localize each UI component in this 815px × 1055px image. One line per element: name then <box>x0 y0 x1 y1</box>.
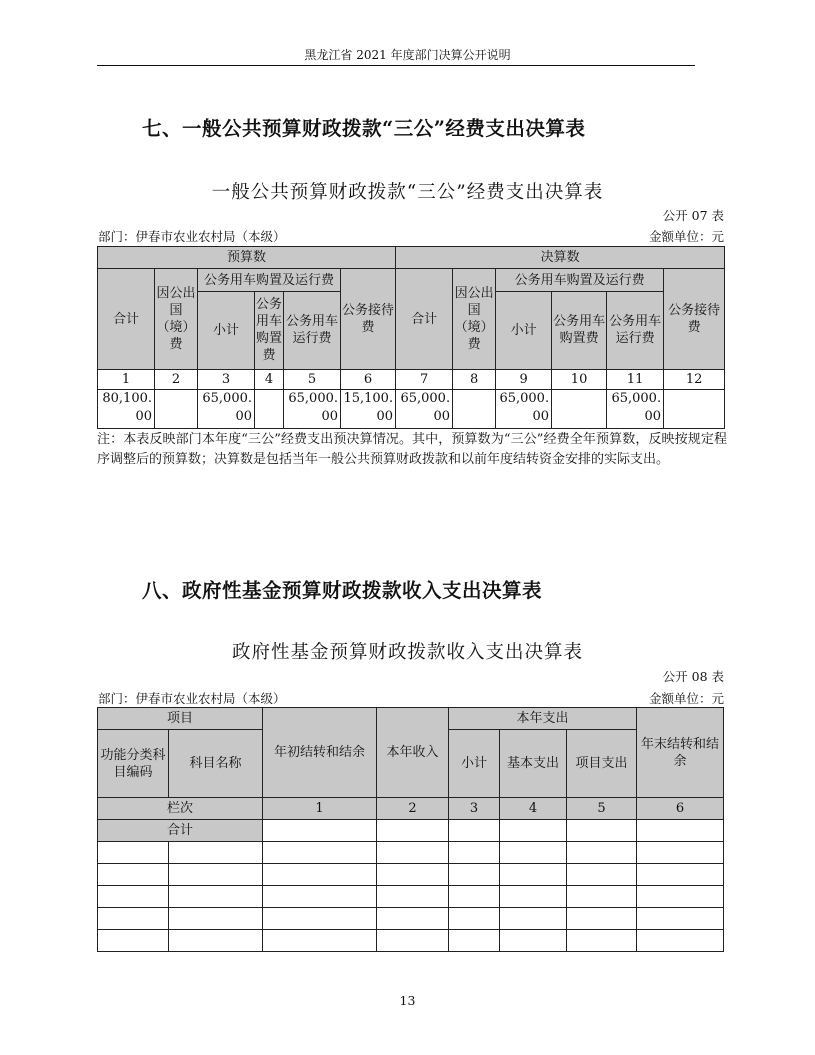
table-title-07: 一般公共预算财政拨款“三公”经费支出决算表 <box>211 182 604 203</box>
col-subject-name: 科目名称 <box>169 730 263 798</box>
value-cell: 80,100.00 <box>98 390 155 429</box>
col-reception-final: 公务接待费 <box>664 269 725 370</box>
value-cell: 65,000.00 <box>396 390 453 429</box>
table-row <box>98 908 724 930</box>
value-cell: 65,000.00 <box>284 390 341 429</box>
table-note-07: 注：本表反映部门本年度“三公”经费支出预决算情况。其中，预算数为“三公”经费全年预算数，反映按规定程序调整后的预算数；决算数是包括当年一般公共预算财政拨款和以前年度结转资金安排的实际支出。 <box>97 432 727 467</box>
col-total-final: 合计 <box>396 269 453 370</box>
value-cell: 65,000.00 <box>607 390 664 429</box>
department-label-08: 部门：伊春市农业农村局（本级） <box>98 691 286 706</box>
empty-cell <box>637 820 724 842</box>
value-cell: 15,100.00 <box>341 390 396 429</box>
table-number-07: 公开 07 表 <box>662 208 724 223</box>
column-number: 12 <box>664 370 725 390</box>
column-number: 11 <box>607 370 664 390</box>
column-number: 6 <box>637 798 724 820</box>
column-number: 9 <box>496 370 552 390</box>
section-heading-8: 八、政府性基金预算财政拨款收入支出决算表 <box>142 579 543 602</box>
row-total-label: 合计 <box>98 820 263 842</box>
department-label-07: 部门：伊春市农业农村局（本级） <box>98 229 286 244</box>
col-income: 本年收入 <box>377 708 449 798</box>
section-heading-7: 七、一般公共预算财政拨款“三公”经费支出决算表 <box>142 117 586 140</box>
column-number: 2 <box>377 798 449 820</box>
value-cell: 65,000.00 <box>198 390 255 429</box>
col-vehicle-group-budget: 公务用车购置及运行费 <box>198 269 341 291</box>
col-abroad-final: 因公出国（境）费 <box>453 269 496 370</box>
column-number: 4 <box>500 798 567 820</box>
col-subtotal-final: 小计 <box>496 291 552 369</box>
col-vehicle-run-final: 公务用车运行费 <box>607 291 664 369</box>
col-subtotal-budget: 小计 <box>198 291 255 369</box>
col-closing-balance: 年末结转和结余 <box>637 708 724 798</box>
column-number: 4 <box>255 370 284 390</box>
col-project-expense: 项目支出 <box>567 730 637 798</box>
value-cell: 65,000.00 <box>496 390 552 429</box>
col-expense-group: 本年支出 <box>449 708 637 730</box>
table-row <box>98 864 724 886</box>
empty-cell <box>449 820 500 842</box>
column-number: 5 <box>567 798 637 820</box>
group-header-final: 决算数 <box>396 247 725 269</box>
table-number-08: 公开 08 表 <box>662 669 724 684</box>
column-number: 5 <box>284 370 341 390</box>
group-header-budget: 预算数 <box>98 247 396 269</box>
table-row <box>98 930 724 952</box>
value-cell <box>552 390 607 429</box>
value-cell <box>155 390 198 429</box>
value-cell <box>453 390 496 429</box>
value-cell <box>664 390 725 429</box>
page-number: 13 <box>399 993 416 1008</box>
empty-cell <box>567 820 637 842</box>
col-item: 项目 <box>98 708 263 730</box>
government-fund-table <box>97 707 724 952</box>
col-reception-budget: 公务接待费 <box>341 269 396 370</box>
table-row <box>98 842 724 864</box>
column-number: 3 <box>449 798 500 820</box>
unit-label-08: 金额单位：元 <box>648 691 724 706</box>
table-row <box>98 886 724 908</box>
unit-label-07: 金额单位：元 <box>648 229 724 244</box>
empty-cell <box>500 820 567 842</box>
col-subtotal: 小计 <box>449 730 500 798</box>
running-header: 黑龙江省 2021 年度部门决算公开说明 <box>304 48 511 62</box>
col-opening-balance: 年初结转和结余 <box>263 708 377 798</box>
three-public-expense-table <box>97 246 725 429</box>
value-cell <box>255 390 284 429</box>
col-basic-expense: 基本支出 <box>500 730 567 798</box>
table-title-08: 政府性基金预算财政拨款收入支出决算表 <box>231 642 583 663</box>
col-abroad-budget: 因公出国（境）费 <box>155 269 198 370</box>
col-vehicle-group-final: 公务用车购置及运行费 <box>496 269 664 291</box>
column-number: 6 <box>341 370 396 390</box>
col-total-budget: 合计 <box>98 269 155 370</box>
column-number: 1 <box>98 370 155 390</box>
col-function-code: 功能分类科目编码 <box>98 730 169 798</box>
empty-cell <box>377 820 449 842</box>
column-number: 3 <box>198 370 255 390</box>
column-number: 7 <box>396 370 453 390</box>
column-number: 2 <box>155 370 198 390</box>
col-vehicle-run-budget: 公务用车运行费 <box>284 291 341 369</box>
column-number: 8 <box>453 370 496 390</box>
empty-cell <box>263 820 377 842</box>
row-column-number-label: 栏次 <box>98 798 263 820</box>
header-rule <box>97 65 695 66</box>
col-vehicle-buy-final: 公务用车购置费 <box>552 291 607 369</box>
col-vehicle-buy-budget: 公务用车购置费 <box>255 291 284 369</box>
column-number: 10 <box>552 370 607 390</box>
column-number: 1 <box>263 798 377 820</box>
